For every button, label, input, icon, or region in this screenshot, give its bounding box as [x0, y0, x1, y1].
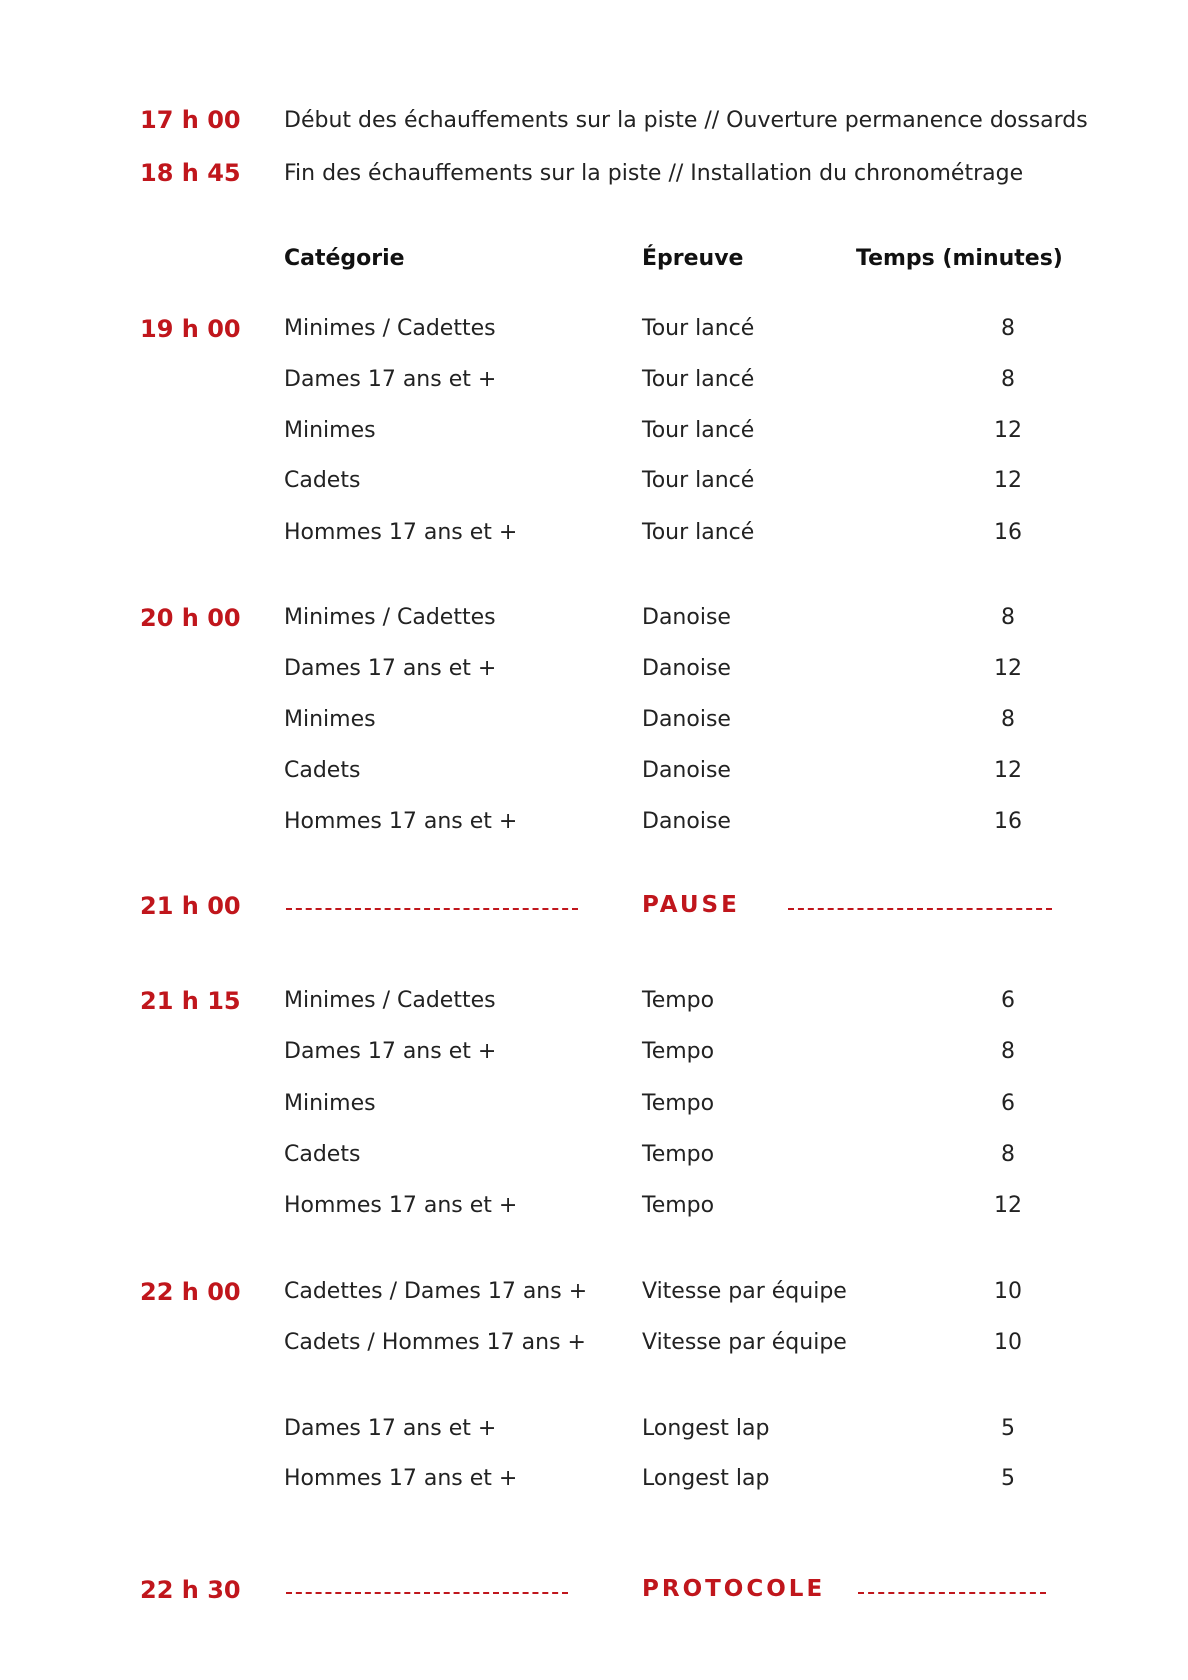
duration-cell: 16 [994, 520, 1022, 545]
event-cell: Tempo [642, 1091, 715, 1116]
category-cell: Cadets [284, 468, 361, 493]
duration-cell: 5 [1001, 1416, 1015, 1441]
intro-text-2: Fin des échauffements sur la piste // Installation du chronométrage [284, 161, 1024, 186]
event-cell: Tour lancé [642, 316, 755, 341]
category-cell: Minimes / Cadettes [284, 988, 496, 1013]
category-cell: Hommes 17 ans et + [284, 809, 518, 834]
duration-cell: 10 [994, 1279, 1022, 1304]
duration-cell: 16 [994, 809, 1022, 834]
category-cell: Dames 17 ans et + [284, 367, 497, 392]
event-cell: Danoise [642, 656, 731, 681]
category-cell: Dames 17 ans et + [284, 1039, 497, 1064]
dashed-divider [286, 1592, 568, 1594]
dashed-divider [788, 908, 1052, 910]
duration-cell: 8 [1001, 1142, 1015, 1167]
intro-text-1: Début des échauffements sur la piste // Ouverture permanence dossards [284, 108, 1088, 133]
time-protocole: 22 h 30 [140, 1576, 241, 1604]
event-cell: Danoise [642, 809, 731, 834]
time-intro-2: 18 h 45 [140, 159, 241, 187]
header-epreuve: Épreuve [642, 246, 744, 271]
event-cell: Longest lap [642, 1466, 770, 1491]
duration-cell: 8 [1001, 367, 1015, 392]
event-cell: Tempo [642, 1142, 715, 1167]
category-cell: Hommes 17 ans et + [284, 520, 518, 545]
category-cell: Minimes / Cadettes [284, 316, 496, 341]
duration-cell: 8 [1001, 1039, 1015, 1064]
category-cell: Cadets [284, 758, 361, 783]
event-cell: Tour lancé [642, 520, 755, 545]
protocole-label: PROTOCOLE [642, 1576, 826, 1602]
event-cell: Tour lancé [642, 367, 755, 392]
category-cell: Minimes [284, 1091, 376, 1116]
event-cell: Vitesse par équipe [642, 1330, 847, 1355]
duration-cell: 8 [1001, 605, 1015, 630]
event-cell: Tempo [642, 1193, 715, 1218]
category-cell: Minimes [284, 707, 376, 732]
duration-cell: 8 [1001, 316, 1015, 341]
category-cell: Hommes 17 ans et + [284, 1193, 518, 1218]
event-cell: Danoise [642, 758, 731, 783]
dashed-divider [858, 1592, 1046, 1594]
duration-cell: 12 [994, 1193, 1022, 1218]
duration-cell: 10 [994, 1330, 1022, 1355]
event-cell: Longest lap [642, 1416, 770, 1441]
event-cell: Vitesse par équipe [642, 1279, 847, 1304]
duration-cell: 8 [1001, 707, 1015, 732]
header-categorie: Catégorie [284, 246, 405, 271]
event-cell: Tour lancé [642, 468, 755, 493]
duration-cell: 12 [994, 656, 1022, 681]
pause-label: PAUSE [642, 892, 740, 918]
time-pause: 21 h 00 [140, 892, 241, 920]
category-cell: Dames 17 ans et + [284, 656, 497, 681]
event-cell: Danoise [642, 605, 731, 630]
event-cell: Tempo [642, 988, 715, 1013]
duration-cell: 5 [1001, 1466, 1015, 1491]
time-intro-1: 17 h 00 [140, 106, 241, 134]
event-cell: Danoise [642, 707, 731, 732]
time-block-1: 19 h 00 [140, 315, 241, 343]
event-cell: Tempo [642, 1039, 715, 1064]
category-cell: Cadets [284, 1142, 361, 1167]
duration-cell: 6 [1001, 988, 1015, 1013]
category-cell: Minimes [284, 418, 376, 443]
duration-cell: 12 [994, 418, 1022, 443]
header-temps: Temps (minutes) [856, 246, 1063, 271]
duration-cell: 12 [994, 758, 1022, 783]
dashed-divider [286, 908, 578, 910]
time-block-4: 22 h 00 [140, 1278, 241, 1306]
category-cell: Dames 17 ans et + [284, 1416, 497, 1441]
category-cell: Cadets / Hommes 17 ans + [284, 1330, 586, 1355]
event-cell: Tour lancé [642, 418, 755, 443]
category-cell: Cadettes / Dames 17 ans + [284, 1279, 588, 1304]
duration-cell: 6 [1001, 1091, 1015, 1116]
category-cell: Minimes / Cadettes [284, 605, 496, 630]
time-block-3: 21 h 15 [140, 987, 241, 1015]
category-cell: Hommes 17 ans et + [284, 1466, 518, 1491]
duration-cell: 12 [994, 468, 1022, 493]
time-block-2: 20 h 00 [140, 604, 241, 632]
